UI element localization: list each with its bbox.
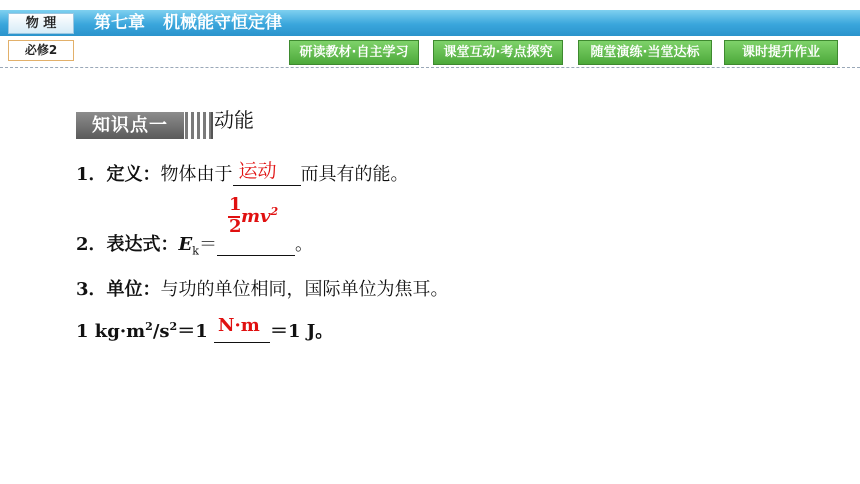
answer-motion: 运动 [238, 160, 277, 182]
answer-blank [217, 194, 295, 256]
chapter-title [94, 11, 282, 35]
item-number: 1． [76, 164, 107, 185]
period: 。 [294, 234, 313, 255]
fraction-numerator: 1 [228, 194, 242, 215]
tab-homework[interactable]: 课时提升作业 [724, 40, 838, 65]
tab-self-study[interactable]: 研读教材·自主学习 [289, 40, 419, 65]
chapter-number: 第七章 [94, 13, 145, 33]
definition-text-before: 物体由于 [160, 164, 233, 185]
knowledge-point-title: 动能 [214, 108, 254, 132]
unit-text: 与功的单位相同，国际单位为焦耳。 [160, 279, 449, 300]
tab-practice[interactable]: 随堂演练·当堂达标 [578, 40, 712, 65]
subject-label: 物 理 [8, 13, 74, 34]
grade-label: 必修2 [8, 40, 74, 61]
tab-classroom-interaction[interactable]: 课堂互动·考点探究 [433, 40, 563, 65]
conversion-lhs: 1 kg·m [76, 321, 146, 342]
answer-blank [233, 160, 301, 186]
item-number: 2． [76, 234, 107, 255]
energy-subscript: k [192, 244, 199, 258]
header-divider [0, 67, 860, 68]
unit-line [76, 275, 449, 301]
knowledge-point-badge: 知识点一 [76, 112, 184, 139]
formula-exponent: 2 [270, 205, 279, 218]
conversion-eq: ＝1 [177, 321, 214, 342]
badge-stripes [185, 112, 213, 139]
formula-mv [241, 206, 278, 226]
equals-sign: ＝ [198, 234, 217, 255]
conversion-exp2: 2 [169, 320, 178, 333]
energy-symbol: E [178, 234, 193, 255]
definition-text-after: 而具有的能。 [300, 164, 409, 185]
answer-newton-meter: N·m [218, 315, 260, 336]
item-term: 定义： [106, 164, 161, 185]
expression-line [76, 194, 313, 258]
definition-line [76, 160, 409, 186]
formula-mv-text: mv [240, 206, 271, 227]
item-term: 单位： [106, 279, 161, 300]
fraction-denominator: 2 [228, 216, 242, 237]
conversion-exp1: 2 [145, 320, 153, 333]
item-term: 表达式： [106, 234, 179, 255]
conversion-mid: /s [152, 321, 170, 342]
item-number: 3． [76, 279, 107, 300]
answer-blank [214, 315, 270, 343]
unit-conversion-line [76, 317, 333, 343]
chapter-name: 机械能守恒定律 [163, 13, 282, 33]
conversion-rhs: ＝1 J。 [270, 321, 334, 342]
